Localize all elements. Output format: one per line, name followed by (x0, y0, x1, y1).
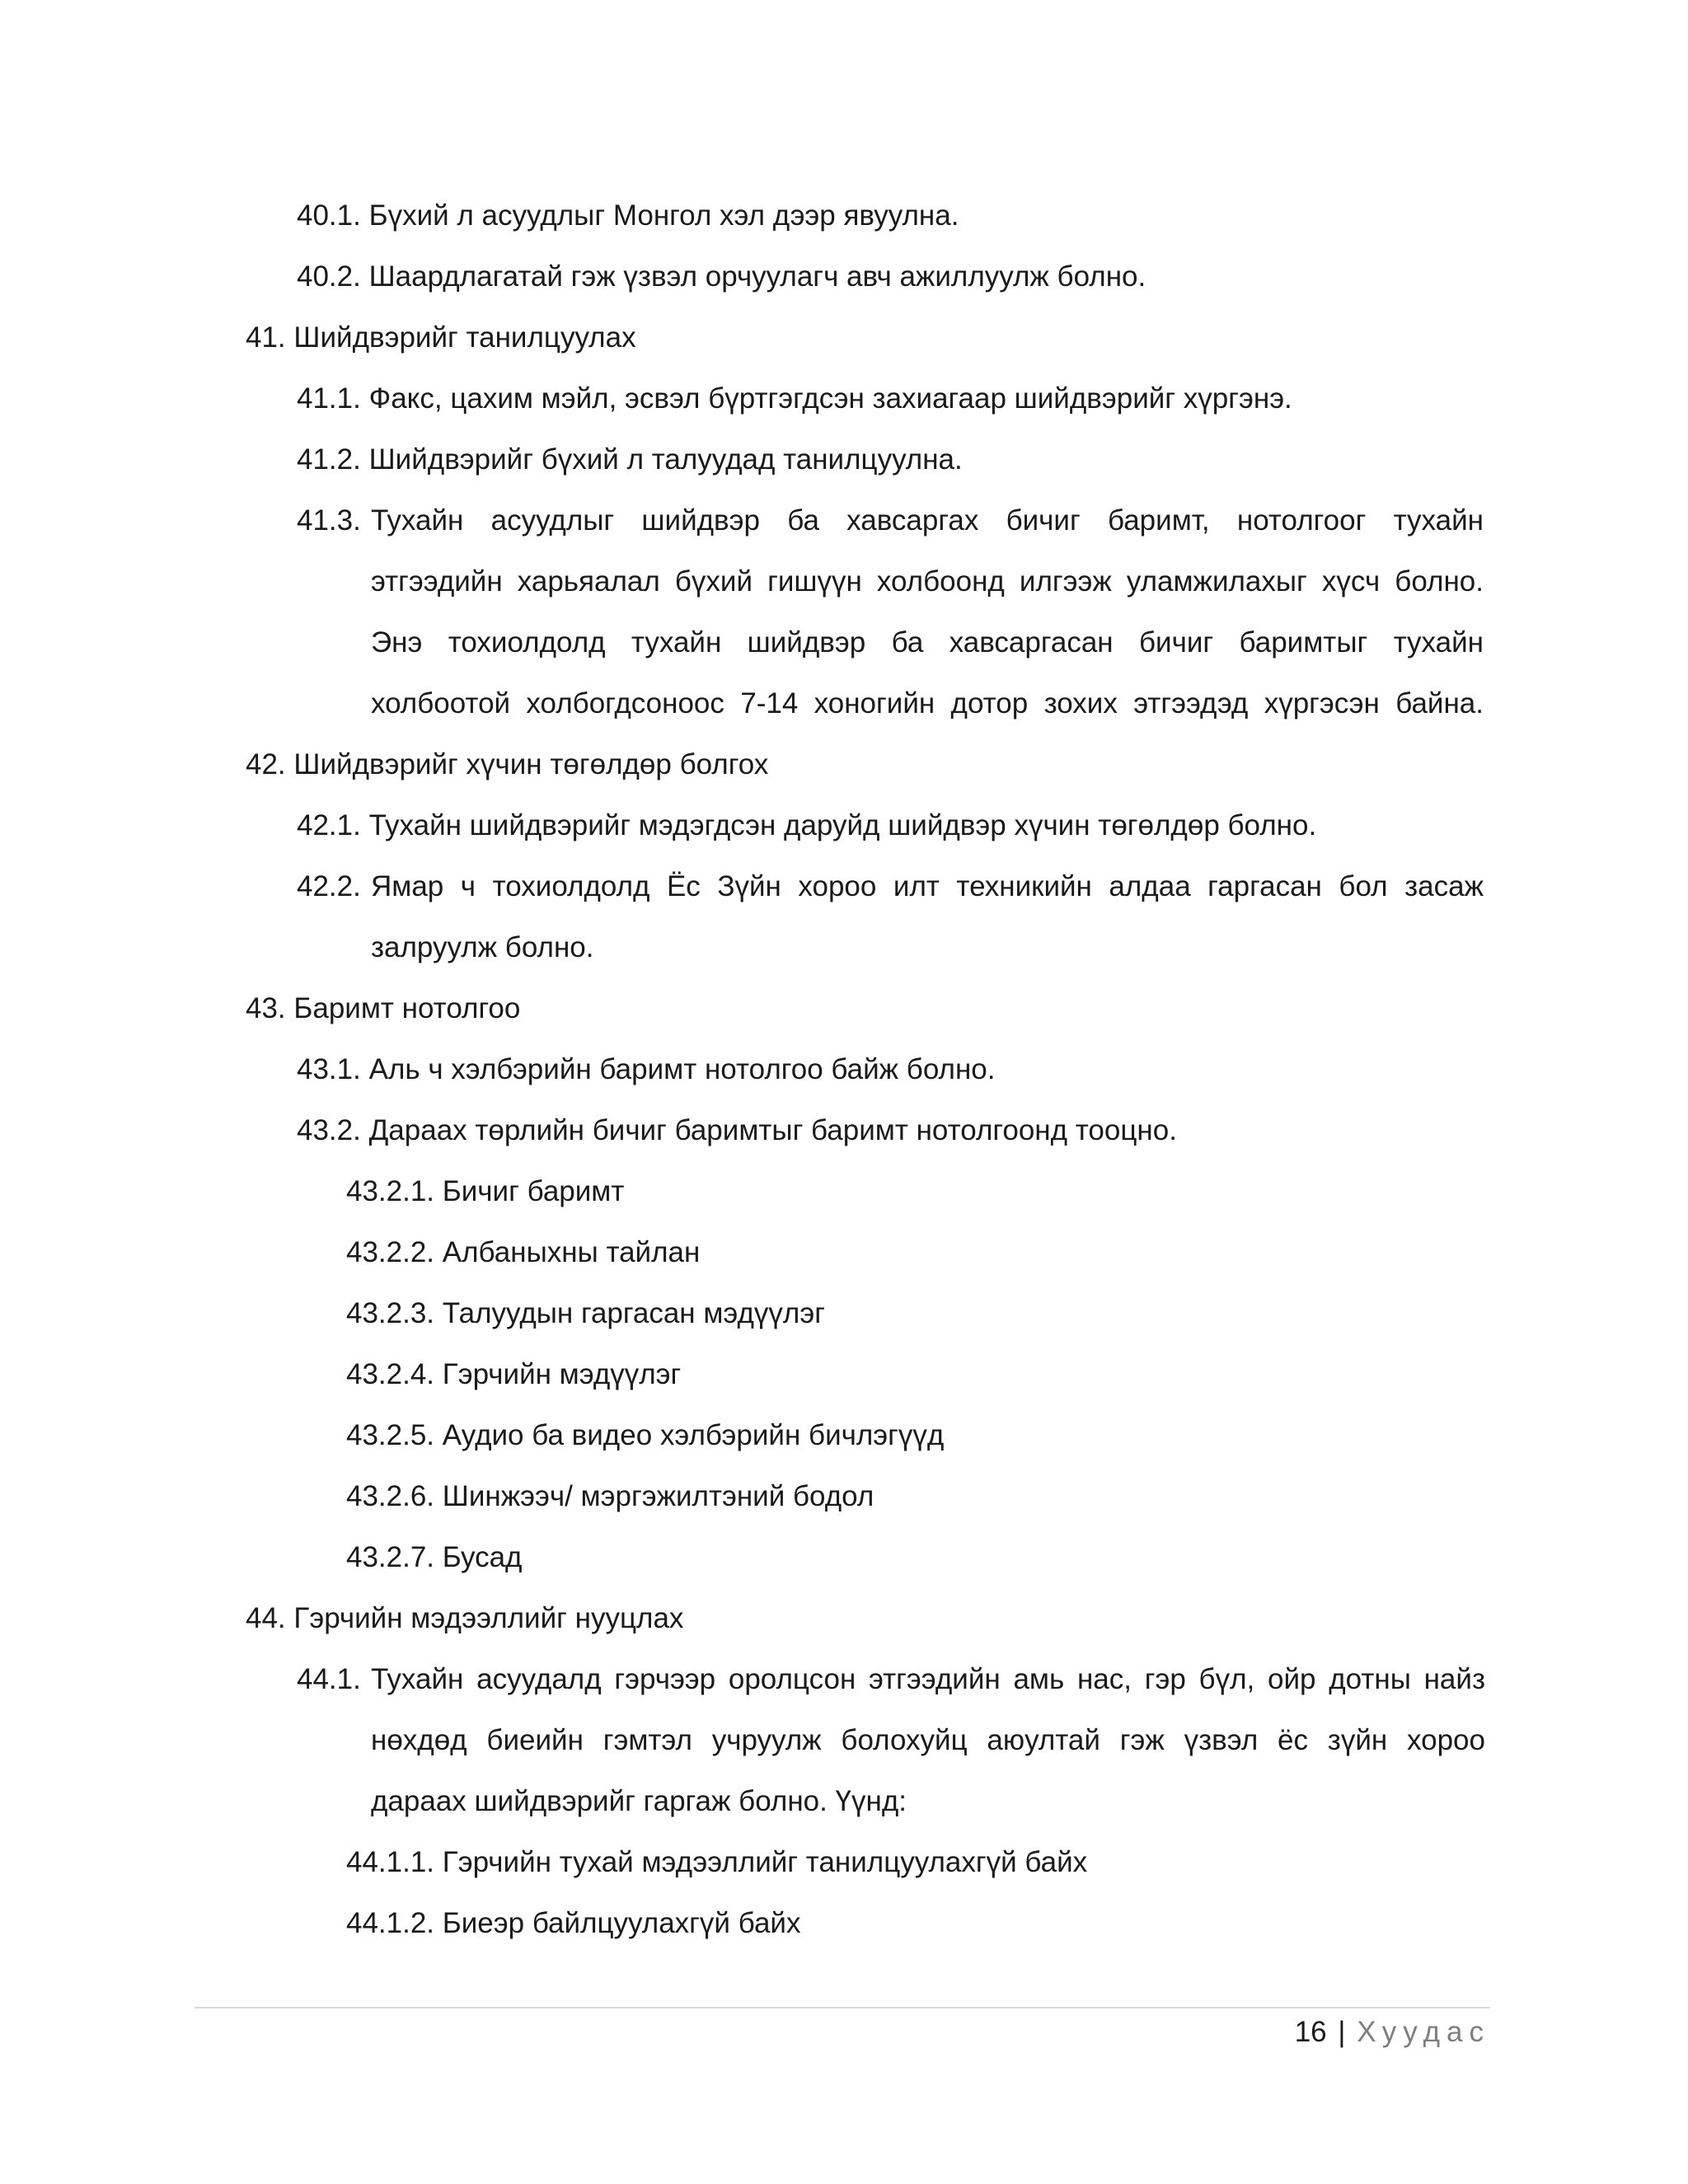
section-title: Гэрчийн мэдээллийг нууцлах (293, 1602, 684, 1634)
clause-42-1 (297, 808, 1316, 844)
section-number: 44. (246, 1602, 286, 1634)
clause-43-1 (297, 1052, 995, 1088)
clause-number: 40.1. (297, 199, 361, 232)
clause-40-2 (297, 259, 1146, 295)
subclause-number: 44.1.2. (346, 1907, 435, 1939)
section-43-heading (246, 991, 520, 1027)
subclause-number: 44.1.1. (346, 1846, 435, 1878)
clause-text: Факс, цахим мэйл, эсвэл бүртгэгдсэн захиагаар шийдвэрийг хүргэнэ. (368, 382, 1292, 415)
clause-41-2 (297, 442, 963, 478)
clause-number: 43.2. (297, 1114, 361, 1146)
footer-divider (195, 2007, 1490, 2008)
subclause-43-2-5 (346, 1418, 944, 1454)
subclause-text: Талуудын гаргасан мэдүүлэг (442, 1297, 825, 1329)
clause-text: Аль ч хэлбэрийн баримт нотолгоо байж болно. (368, 1053, 996, 1085)
subclause-text: Бичиг баримт (442, 1175, 625, 1207)
clause-text: Шаардлагатай гэж үзвэл орчуулагч авч ажиллуулж болно. (368, 260, 1146, 293)
subclause-44-1-1 (346, 1844, 1087, 1881)
clause-text: Дараах төрлийн бичиг баримтыг баримт нотолгоонд тооцно. (368, 1114, 1177, 1146)
footer-separator: | (1338, 2016, 1346, 2048)
section-42-heading (246, 747, 768, 783)
clause-44-1-line-1: Тухайн асуудалд гэрчээр оролцсон этгээдийн амь нас, гэр бүл, ойр дотны найз (371, 1663, 1485, 1695)
clause-number: 43.1. (297, 1053, 361, 1085)
clause-number: 42.1. (297, 809, 361, 841)
clause-42-2-line-2: залруулж болно. (371, 931, 594, 963)
subclause-43-2-6 (346, 1479, 874, 1515)
clause-42-2-number: 42.2. (297, 870, 361, 902)
subclause-43-2-3 (346, 1296, 825, 1332)
clause-42-2-line-1: Ямар ч тохиолдолд Ёс Зүйн хороо илт техникийн алдаа гаргасан бол засаж (371, 870, 1484, 902)
subclause-44-1-2 (346, 1905, 800, 1942)
clause-44-1-number: 44.1. (297, 1663, 361, 1695)
section-title: Шийдвэрийг танилцуулах (293, 321, 636, 354)
subclause-text: Гэрчийн тухай мэдээллийг танилцуулахгүй байх (442, 1846, 1088, 1878)
section-44-heading (246, 1601, 683, 1637)
clause-number: 41.1. (297, 382, 361, 415)
page-label: Хуудас (1357, 2016, 1490, 2048)
clause-number: 41.2. (297, 443, 361, 476)
subclause-text: Гэрчийн мэдүүлэг (442, 1358, 682, 1390)
subclause-number: 43.2.4. (346, 1358, 435, 1390)
subclause-43-2-1 (346, 1174, 624, 1210)
section-title: Шийдвэрийг хүчин төгөлдөр болгох (293, 748, 769, 780)
subclause-text: Албаныхны тайлан (442, 1236, 701, 1268)
subclause-number: 43.2.6. (346, 1480, 435, 1512)
clause-44-1-line-3: дараах шийдвэрийг гаргаж болно. Үүнд: (371, 1785, 907, 1817)
section-number: 42. (246, 748, 286, 780)
subclause-number: 43.2.3. (346, 1297, 435, 1329)
clause-41-3-line-4: холбоотой холбогдсоноос 7-14 хоногийн дотор зохих этгээдэд хүргэсэн байна. (371, 687, 1484, 719)
clause-44-1-line-2: нөхдөд биеийн гэмтэл учруулж болохуйц аюултай гэж үзвэл ёс зүйн хороо (371, 1724, 1485, 1756)
clause-41-1 (297, 381, 1292, 417)
clause-41-3-line-1: Тухайн асуудлыг шийдвэр ба хавсаргах бичиг баримт, нотолгоог тухайн (371, 504, 1484, 537)
section-41-heading (246, 320, 636, 356)
subclause-text: Шинжээч/ мэргэжилтэний бодол (442, 1480, 874, 1512)
subclause-text: Аудио ба видео хэлбэрийн бичлэгүүд (442, 1419, 945, 1451)
subclause-text: Бусад (442, 1541, 523, 1573)
page-footer (1295, 2013, 1490, 2052)
clause-text: Шийдвэрийг бүхий л талуудад танилцуулна. (368, 443, 963, 476)
clause-41-3-line-3: Энэ тохиолдолд тухайн шийдвэр ба хавсаргасан бичиг баримтыг тухайн (371, 626, 1484, 658)
subclause-43-2-4 (346, 1357, 681, 1393)
subclause-number: 43.2.2. (346, 1236, 435, 1268)
section-number: 41. (246, 321, 286, 354)
page-number: 16 (1294, 2016, 1327, 2048)
section-number: 43. (246, 992, 286, 1024)
section-title: Баримт нотолгоо (293, 992, 521, 1024)
clause-40-1 (297, 198, 959, 234)
clause-text: Бүхий л асуудлыг Монгол хэл дээр явуулна. (368, 199, 959, 232)
subclause-43-2-2 (346, 1235, 700, 1271)
subclause-number: 43.2.7. (346, 1541, 435, 1573)
clause-41-3-number: 41.3. (297, 504, 361, 537)
subclause-43-2-7 (346, 1540, 522, 1576)
clause-number: 40.2. (297, 260, 361, 293)
subclause-number: 43.2.5. (346, 1419, 435, 1451)
clause-text: Тухайн шийдвэрийг мэдэгдсэн даруйд шийдвэр хүчин төгөлдөр болно. (368, 809, 1317, 841)
clause-41-3-line-2: этгээдийн харьяалал бүхий гишүүн холбоонд илгээж уламжилахыг хүсч болно. (371, 565, 1484, 598)
subclause-text: Биеэр байлцуулахгүй байх (442, 1907, 801, 1939)
clause-43-2 (297, 1113, 1177, 1149)
subclause-number: 43.2.1. (346, 1175, 435, 1207)
